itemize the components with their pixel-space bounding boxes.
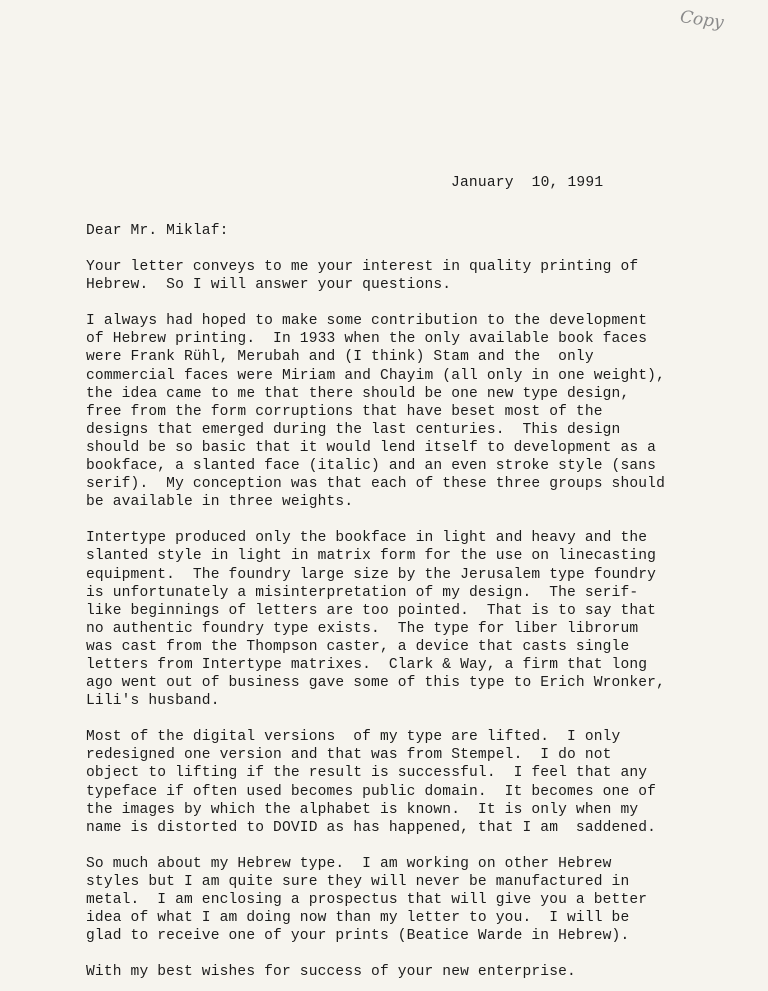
paragraph-1 <box>86 258 726 294</box>
text-line: slanted style in light in matrix form for the use on linecasting <box>86 548 657 565</box>
text-line: With my best wishes for success of your new enterprise. <box>86 964 576 981</box>
text-line: serif). My conception was that each of these three groups should <box>86 476 665 493</box>
text-line: ago went out of business gave some of this type to Erich Wronker, <box>86 675 665 692</box>
text-line: redesigned one version and that was from Stempel. I do not <box>86 747 612 764</box>
text-line: object to lifting if the result is successful. I feel that any <box>86 765 648 782</box>
text-line: Most of the digital versions of my type are lifted. I only <box>86 729 621 746</box>
text-line: Lili's husband. <box>86 693 220 710</box>
text-line: bookface, a slanted face (italic) and an even stroke style (sans <box>86 458 657 475</box>
text-line: equipment. The foundry large size by the Jerusalem type foundry <box>86 566 657 583</box>
text-line: free from the form corruptions that have beset most of the <box>86 403 603 420</box>
text-line: was cast from the Thompson caster, a device that casts single <box>86 638 630 655</box>
text-line: Hebrew. So I will answer your questions. <box>86 277 452 294</box>
text-line: So much about my Hebrew type. I am working on other Hebrew <box>86 855 612 872</box>
text-line: is unfortunately a misinterpretation of my design. The serif- <box>86 584 639 601</box>
text-line: I always had hoped to make some contribution to the development <box>86 313 648 330</box>
text-line: of Hebrew printing. In 1933 when the only available book faces <box>86 331 648 348</box>
text-line: Intertype produced only the bookface in light and heavy and the <box>86 530 648 547</box>
text-line: no authentic foundry type exists. The type for liber librorum <box>86 620 639 637</box>
handwritten-copy-note: Copy <box>678 7 725 33</box>
text-line: designs that emerged during the last centuries. This design <box>86 421 621 438</box>
letter-date: January 10, 1991 <box>451 175 604 191</box>
paragraph-2 <box>86 312 726 511</box>
text-line: were Frank Rühl, Merubah and (I think) Stam and the only <box>86 349 594 366</box>
salutation: Dear Mr. Miklaf: <box>86 223 229 239</box>
text-line: be available in three weights. <box>86 494 354 511</box>
text-line: the images by which the alphabet is known. It is only when my <box>86 801 639 818</box>
text-line: letters from Intertype matrixes. Clark & Way, a firm that long <box>86 656 648 673</box>
text-line: should be so basic that it would lend itself to development as a <box>86 439 657 456</box>
text-line: the idea came to me that there should be one new type design, <box>86 385 630 402</box>
paragraph-5 <box>86 855 726 945</box>
text-line: Your letter conveys to me your interest in quality printing of <box>86 259 639 276</box>
letter-body <box>86 222 726 981</box>
text-line: commercial faces were Miriam and Chayim (all only in one weight), <box>86 367 665 384</box>
text-line: name is distorted to DOVID as has happened, that I am saddened. <box>86 819 657 836</box>
closing-line <box>86 963 726 981</box>
paragraph-3 <box>86 529 726 710</box>
text-line: metal. I am enclosing a prospectus that will give you a better <box>86 892 648 908</box>
text-line: glad to receive one of your prints (Beatice Warde in Hebrew). <box>86 928 630 945</box>
text-line: like beginnings of letters are too pointed. That is to say that <box>86 602 657 619</box>
paragraph-4 <box>86 728 726 837</box>
text-line: idea of what I am doing now than my letter to you. I will be <box>86 910 630 927</box>
text-line: styles but I am quite sure they will never be manufactured in <box>86 873 630 890</box>
text-line: typeface if often used becomes public domain. It becomes one of <box>86 783 657 800</box>
